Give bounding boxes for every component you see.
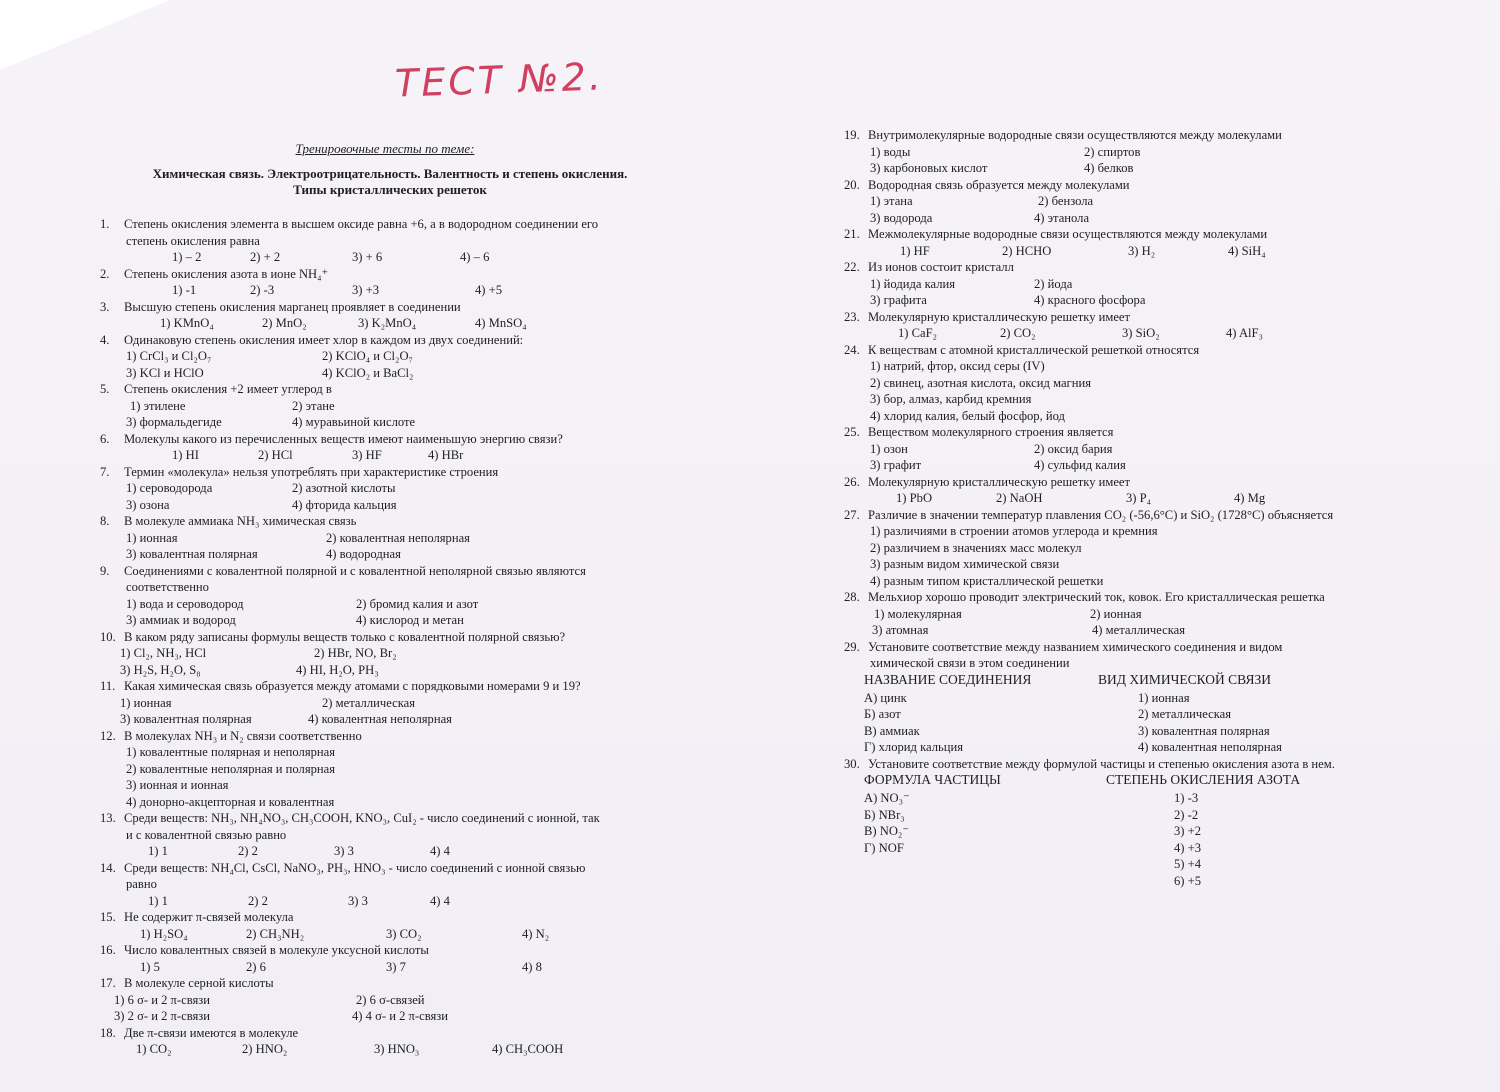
match-row — [844, 823, 1434, 840]
question-number: 18. — [100, 1025, 116, 1040]
question-number: 1. — [100, 217, 110, 231]
answer-options — [100, 249, 700, 266]
answer-options — [844, 490, 1434, 507]
question-number: 12. — [100, 728, 116, 743]
answer-option: 2) бензола — [1038, 194, 1094, 208]
match-left: Г) хлорид кальция — [864, 740, 964, 754]
answer-option: 4) HBr — [428, 448, 464, 462]
question-text: 12. В молекулах NH₃ и N₂ связи соответственно — [100, 728, 362, 743]
match-row — [844, 706, 1434, 723]
question-continuation: соответственно — [126, 580, 209, 594]
question-number: 28. — [844, 590, 860, 604]
question-text: 2. Степень окисления азота в ионе NH₄⁺ — [100, 266, 329, 281]
question-text: 15. Не содержит π-связей молекула — [100, 910, 294, 924]
question — [100, 860, 700, 910]
match-header — [844, 772, 1434, 790]
answer-option: 1) молекулярная — [874, 606, 962, 621]
question-continuation: 3) разным видом химической связи — [870, 557, 1060, 571]
question — [100, 513, 700, 563]
handwritten-title: ТЕСТ №2. — [394, 54, 605, 106]
answer-option: 3) озона — [126, 497, 170, 512]
answer-option: 2) HCHO — [1002, 243, 1052, 258]
answer-option: 3) водорода — [870, 210, 933, 225]
question — [100, 464, 700, 514]
answer-option: 3) CO₂ — [386, 926, 422, 941]
match-col2-header: СТЕПЕНЬ ОКИСЛЕНИЯ АЗОТА — [1106, 772, 1301, 787]
match-right: 5) +4 — [1174, 857, 1202, 871]
answer-option: 1) CO₂ — [136, 1042, 172, 1056]
question-continuation: 4) разным типом кристаллической решетки — [870, 573, 1104, 588]
answer-option: 2) CH₃NH₂ — [246, 926, 305, 941]
match-row — [844, 790, 1434, 807]
answer-option: 1) H₂SO₄ — [140, 926, 188, 941]
question-continuation: 1) различиями в строении атомов углерода и кремния — [870, 524, 1158, 538]
answer-option: 3) HNO₃ — [374, 1042, 420, 1056]
answer-option: 3) 2 σ- и 2 π-связи — [114, 1009, 210, 1023]
answer-option: 2) HCl — [258, 448, 293, 462]
answer-option: 4) N₂ — [522, 926, 550, 941]
answer-option: 4) +5 — [475, 283, 503, 297]
question — [100, 266, 700, 299]
question-number: 19. — [844, 128, 860, 142]
answer-option: 2) этане — [292, 398, 335, 413]
match-right: 2) металлическая — [1138, 707, 1232, 721]
question-continuation: степень окисления равна — [126, 233, 260, 248]
answer-options — [100, 695, 700, 712]
answer-option: 1) 5 — [140, 959, 160, 974]
question-text: 11. Какая химическая связь образуется между атомами с порядковыми номерами 9 и 19? — [100, 679, 581, 693]
answer-option: 3) аммиак и водород — [126, 613, 236, 627]
heading-line-1: Химическая связь. Электроотрицательность. Валентность и степень окисления. — [152, 166, 628, 181]
match-right: 6) +5 — [1174, 873, 1202, 888]
answer-options — [844, 193, 1434, 210]
answer-options — [844, 276, 1434, 293]
match-left: Г) NOF — [864, 840, 904, 855]
question-continuation: 2) свинец, азотная кислота, оксид магния — [870, 375, 1091, 390]
answer-option: 1) CrCl₃ и Cl₂O₇ — [126, 349, 212, 363]
answer-option: 3) + 6 — [352, 250, 383, 264]
answer-option: 4) CH₃COOH — [492, 1042, 564, 1056]
answer-option: 1) вода и сероводород — [126, 596, 244, 611]
answer-option: 1) -1 — [172, 283, 197, 297]
answer-option: 1) KMnO₄ — [160, 316, 214, 330]
question — [844, 589, 1434, 639]
question — [100, 332, 700, 382]
question-continuation: 4) хлорид калия, белый фосфор, йод — [870, 408, 1065, 423]
answer-option: 4) AlF₃ — [1226, 326, 1263, 340]
answer-option: 1) Cl₂, NH₃, HCl — [120, 646, 207, 660]
answer-option: 4) сульфид калия — [1034, 458, 1126, 472]
answer-option: 4) – 6 — [460, 250, 490, 264]
answer-options — [844, 292, 1434, 309]
question-text: 9. Соединениями с ковалентной полярной и с ковалентной неполярной связью являются — [100, 563, 586, 578]
answer-option: 1) озон — [870, 441, 908, 456]
question-continuation: 1) ковалентные полярная и неполярная — [126, 745, 336, 759]
match-col1-header: ФОРМУЛА ЧАСТИЦЫ — [864, 772, 1001, 787]
match-right: 4) ковалентная неполярная — [1138, 740, 1282, 754]
question-number: 8. — [100, 514, 110, 528]
question — [844, 177, 1434, 227]
question — [100, 728, 700, 811]
answer-option: 3) 3 — [334, 844, 354, 858]
question-text: 26. Молекулярную кристаллическую решетку имеет — [844, 474, 1131, 489]
question-30 — [844, 756, 1434, 890]
answer-option: 4) металлическая — [1092, 623, 1186, 637]
match-left: А) NO₃⁻ — [864, 791, 910, 805]
answer-option: 4) 8 — [522, 959, 542, 974]
answer-options — [100, 596, 700, 613]
question-text: 25. Веществом молекулярного строения является — [844, 425, 1114, 439]
question-text: 3. Высшую степень окисления марганец проявляет в соединении — [100, 299, 461, 314]
question-text: 22. Из ионов состоит кристалл — [844, 260, 1014, 274]
question — [100, 431, 700, 464]
answer-option: 4) SiH₄ — [1228, 243, 1266, 258]
answer-options — [100, 365, 700, 382]
question-text: 21. Межмолекулярные водородные связи осуществляются между молекулами — [844, 227, 1268, 241]
left-column — [100, 216, 700, 1058]
question-number: 23. — [844, 309, 860, 324]
answer-option: 4) водородная — [326, 547, 401, 561]
question-number: 24. — [844, 342, 860, 357]
answer-options — [100, 398, 700, 415]
answer-options — [844, 160, 1434, 177]
answer-option: 1) этилене — [130, 398, 186, 413]
match-row — [844, 723, 1434, 740]
answer-options — [844, 606, 1434, 623]
answer-option: 4) KClO₂ и BaCl₂ — [322, 365, 414, 380]
answer-option: 1) – 2 — [172, 250, 202, 264]
question-text: 4. Одинаковую степень окисления имеет хлор в каждом из двух соединений: — [100, 332, 524, 347]
answer-option: 4) HI, H₂O, PH₃ — [296, 662, 379, 677]
question-continuation: 2) ковалентные неполярная и полярная — [126, 761, 336, 776]
question-number: 4. — [100, 332, 110, 347]
answer-options — [100, 315, 700, 332]
match-row — [844, 807, 1434, 824]
question-continuation: 3) ионная и ионная — [126, 778, 229, 792]
answer-option: 2) йода — [1034, 276, 1073, 291]
answer-options — [100, 447, 700, 464]
match-right: 3) +2 — [1174, 824, 1202, 838]
question-continuation: 3) бор, алмаз, карбид кремния — [870, 392, 1032, 406]
answer-option: 1) CaF₂ — [898, 326, 938, 340]
question — [100, 1025, 700, 1058]
answer-option: 2) + 2 — [250, 250, 281, 264]
answer-options — [100, 959, 700, 976]
question — [844, 507, 1434, 590]
match-row — [844, 856, 1434, 873]
match-right: 4) +3 — [1174, 840, 1202, 855]
question-number: 10. — [100, 629, 116, 644]
answer-options — [100, 893, 700, 910]
answer-option: 2) -3 — [250, 283, 275, 297]
question-number: 6. — [100, 431, 110, 446]
question — [100, 975, 700, 1025]
answer-option: 3) графита — [870, 293, 927, 307]
answer-option: 4) Mg — [1234, 491, 1266, 505]
question — [100, 381, 700, 431]
answer-option: 4) 4 — [430, 844, 450, 858]
question — [844, 226, 1434, 259]
match-col2-header: ВИД ХИМИЧЕСКОЙ СВЯЗИ — [1098, 671, 1272, 687]
answer-option: 1) 1 — [148, 893, 168, 908]
question-number: 5. — [100, 382, 110, 396]
answer-options — [100, 530, 700, 547]
question-number: 26. — [844, 474, 860, 489]
question-continuation: 4) донорно-акцепторная и ковалентная — [126, 794, 335, 809]
answer-option: 3) K₂MnO₄ — [358, 316, 417, 330]
right-questions — [844, 127, 1434, 672]
answer-option: 1) HF — [900, 243, 930, 258]
question-number: 14. — [100, 860, 116, 875]
answer-option: 1) 6 σ- и 2 π-связи — [114, 992, 210, 1007]
heading-line-2: Типы кристаллических решеток — [293, 182, 487, 197]
answer-option: 4) этанола — [1034, 210, 1090, 225]
answer-options — [844, 144, 1434, 161]
match-29-table — [844, 672, 1434, 756]
answer-option: 2) ковалентная неполярная — [326, 530, 470, 545]
answer-option: 1) PbO — [896, 491, 933, 505]
question-text: 5. Степень окисления +2 имеет углерод в — [100, 382, 332, 396]
question-text: 27. Различие в значении температур плавления CO₂ (-56,6°C) и SiO₂ (1728°C) объясняется — [844, 507, 1334, 522]
question-text: 20. Водородная связь образуется между молекулами — [844, 177, 1130, 192]
question-continuation: химической связи в этом соединении — [870, 656, 1070, 670]
question — [844, 127, 1434, 177]
question — [100, 678, 700, 728]
match-row — [844, 690, 1434, 707]
answer-options — [100, 992, 700, 1009]
question-number: 2. — [100, 266, 110, 281]
question-text: 8. В молекуле аммиака NH₃ химическая связь — [100, 514, 357, 528]
answer-options — [100, 711, 700, 728]
answer-options — [844, 457, 1434, 474]
question-continuation: и с ковалентной связью равно — [126, 827, 287, 842]
match-left: Б) NBr₃ — [864, 807, 905, 822]
answer-option: 2) 2 — [238, 844, 258, 858]
answer-option: 2) HNO₂ — [242, 1042, 288, 1056]
answer-option: 2) KClO₄ и Cl₂O₇ — [322, 349, 413, 363]
answer-option: 3) графит — [870, 458, 922, 472]
question-text: 1. Степень окисления элемента в высшем оксиде равна +6, а в водородном соединении его — [100, 217, 599, 231]
answer-options — [100, 843, 700, 860]
answer-options — [844, 243, 1434, 260]
answer-option: 4) ковалентная неполярная — [308, 712, 452, 726]
question-text: 19. Внутримолекулярные водородные связи осуществляются между молекулами — [844, 128, 1282, 142]
question-text: 18. Две π-связи имеются в молекуле — [100, 1025, 299, 1040]
question-number: 16. — [100, 943, 116, 957]
answer-options — [844, 325, 1434, 342]
question-text: 10. В каком ряду записаны формулы веществ только с ковалентной полярной связью? — [100, 629, 566, 644]
answer-option: 1) воды — [870, 144, 911, 159]
question-text: 23. Молекулярную кристаллическую решетку имеет — [844, 309, 1131, 324]
match-left: В) аммиак — [864, 723, 920, 738]
answer-option: 1) ионная — [126, 530, 178, 545]
match-right: 3) ковалентная полярная — [1138, 723, 1270, 738]
answer-option: 1) сероводорода — [126, 481, 213, 495]
question-text: 28. Мельхиор хорошо проводит электрический ток, ковок. Его кристаллическая решетка — [844, 590, 1325, 604]
match-col1-header: НАЗВАНИЕ СОЕДИНЕНИЯ — [864, 671, 1032, 687]
answer-options — [100, 662, 700, 679]
answer-option: 2) 2 — [248, 893, 268, 908]
question-number: 27. — [844, 507, 860, 522]
answer-option: 2) CO₂ — [1000, 326, 1036, 340]
answer-options — [100, 497, 700, 514]
match-left: В) NO₂⁻ — [864, 824, 909, 838]
match-left: Б) азот — [864, 707, 901, 721]
answer-options — [100, 645, 700, 662]
question-number: 11. — [100, 679, 116, 693]
answer-option: 3) H₂S, H₂O, S₈ — [120, 662, 201, 677]
match-right: 2) -2 — [1174, 807, 1199, 822]
question-number: 7. — [100, 464, 110, 479]
question — [100, 216, 700, 266]
answer-option: 2) бромид калия и азот — [356, 596, 479, 611]
question-number: 15. — [100, 910, 116, 924]
question-number: 9. — [100, 563, 110, 578]
match-header — [844, 672, 1434, 690]
answer-option: 4) MnSO₄ — [475, 316, 527, 330]
question-text: 16. Число ковалентных связей в молекуле уксусной кислоты — [100, 943, 429, 957]
question-text: 17. В молекуле серной кислоты — [100, 976, 274, 990]
answer-option: 3) +3 — [352, 283, 380, 297]
question-text: 24. К веществам с атомной кристаллической решеткой относятся — [844, 342, 1200, 357]
answer-option: 2) спиртов — [1084, 144, 1141, 159]
question — [844, 259, 1434, 309]
match-right: 1) -3 — [1174, 791, 1199, 805]
match-row — [844, 840, 1434, 857]
question-number: 3. — [100, 299, 110, 314]
question — [100, 629, 700, 679]
answer-options — [844, 622, 1434, 639]
answer-option: 2) 6 — [246, 959, 266, 974]
answer-options — [844, 441, 1434, 458]
question-continuation: равно — [126, 877, 157, 891]
answer-options — [100, 282, 700, 299]
answer-options — [100, 414, 700, 431]
question — [100, 563, 700, 629]
page-heading — [110, 166, 670, 198]
answer-option: 2) ионная — [1090, 606, 1142, 621]
question — [100, 299, 700, 332]
answer-option: 4) 4 σ- и 2 π-связи — [352, 1009, 448, 1023]
answer-options — [100, 348, 700, 365]
question-continuation: 1) натрий, фтор, оксид серы (IV) — [870, 359, 1045, 373]
question-number: 13. — [100, 811, 116, 825]
answer-option: 2) NaOH — [996, 491, 1043, 505]
subtitle: Тренировочные тесты по теме: — [295, 141, 475, 156]
question — [844, 424, 1434, 474]
match-row — [844, 739, 1434, 756]
answer-option: 3) 3 — [348, 893, 368, 908]
question — [844, 474, 1434, 507]
answer-option: 2) металлическая — [322, 695, 416, 710]
question-text: 14. Среди веществ: NH₄Cl, CsCl, NaNO₃, PH₃, HNO₃ - число соединений с ионной связью — [100, 860, 586, 875]
question-number: 17. — [100, 976, 116, 990]
answer-option: 3) формальдегиде — [126, 415, 222, 429]
answer-option: 1) йодида калия — [870, 276, 956, 291]
question-text: 6. Молекулы какого из перечисленных веществ имеют наименьшую энергию связи? — [100, 431, 563, 446]
answer-option: 2) MnO₂ — [262, 316, 307, 330]
question-text: 29. Установите соответствие между названием химического соединения и видом — [844, 639, 1283, 654]
answer-option: 1) HI — [172, 448, 199, 462]
question-number: 29. — [844, 639, 860, 654]
answer-option: 3) карбоновых кислот — [870, 161, 988, 175]
answer-options — [100, 480, 700, 497]
answer-option: 3) ковалентная полярная — [126, 547, 258, 561]
match-left: А) цинк — [864, 690, 907, 705]
question-text: 7. Термин «молекула» нельзя употреблять при характеристике строения — [100, 464, 499, 479]
answer-option: 1) ионная — [120, 695, 172, 710]
question — [100, 942, 700, 975]
answer-options — [100, 612, 700, 629]
answer-option: 3) H₂ — [1128, 243, 1156, 258]
question-number: 21. — [844, 227, 860, 241]
answer-option: 1) этана — [870, 194, 913, 208]
answer-option: 3) P₄ — [1126, 491, 1152, 505]
page-corner — [0, 0, 170, 70]
answer-option: 1) 1 — [148, 844, 168, 858]
right-column — [844, 127, 1434, 889]
question — [844, 342, 1434, 425]
question — [844, 309, 1434, 342]
question-number: 22. — [844, 260, 860, 274]
answer-options — [100, 1008, 700, 1025]
question — [100, 810, 700, 860]
match-right: 1) ионная — [1138, 690, 1190, 705]
answer-option: 3) SiO₂ — [1122, 326, 1160, 340]
match-row — [844, 873, 1434, 890]
answer-option: 4) красного фосфора — [1034, 293, 1146, 307]
answer-option: 4) муравьиной кислоте — [292, 415, 416, 429]
answer-option: 4) 4 — [430, 893, 450, 908]
question-text: 13. Среди веществ: NH₃, NH₄NO₃, CH₃COOH, KNO₃, CuI₂ - число соединений с ионной, так — [100, 811, 600, 825]
answer-options — [100, 546, 700, 563]
answer-option: 3) KCl и HClO — [126, 365, 204, 380]
question-number: 25. — [844, 425, 860, 439]
question-text: 30. Установите соответствие между формулой частицы и степенью окисления азота в нем. — [844, 756, 1335, 771]
answer-option: 4) кислород и метан — [356, 613, 464, 627]
question-number: 30. — [844, 756, 860, 771]
answer-options — [100, 1041, 700, 1058]
question-continuation: 2) различием в значениях масс молекул — [870, 540, 1082, 555]
answer-option: 2) азотной кислоты — [292, 481, 396, 495]
answer-option: 3) HF — [352, 448, 382, 462]
question-number: 20. — [844, 177, 860, 192]
answer-option: 4) белков — [1084, 161, 1134, 175]
answer-options — [844, 210, 1434, 227]
question — [100, 909, 700, 942]
answer-option: 3) атомная — [872, 623, 929, 637]
answer-option: 2) оксид бария — [1034, 441, 1113, 456]
answer-option: 2) HBr, NO, Br₂ — [314, 646, 397, 660]
answer-option: 3) ковалентная полярная — [120, 712, 252, 726]
answer-option: 3) 7 — [386, 959, 406, 974]
answer-option: 2) 6 σ-связей — [356, 992, 425, 1007]
answer-option: 4) фторида кальция — [292, 497, 397, 512]
answer-options — [100, 926, 700, 943]
question — [844, 639, 1434, 672]
